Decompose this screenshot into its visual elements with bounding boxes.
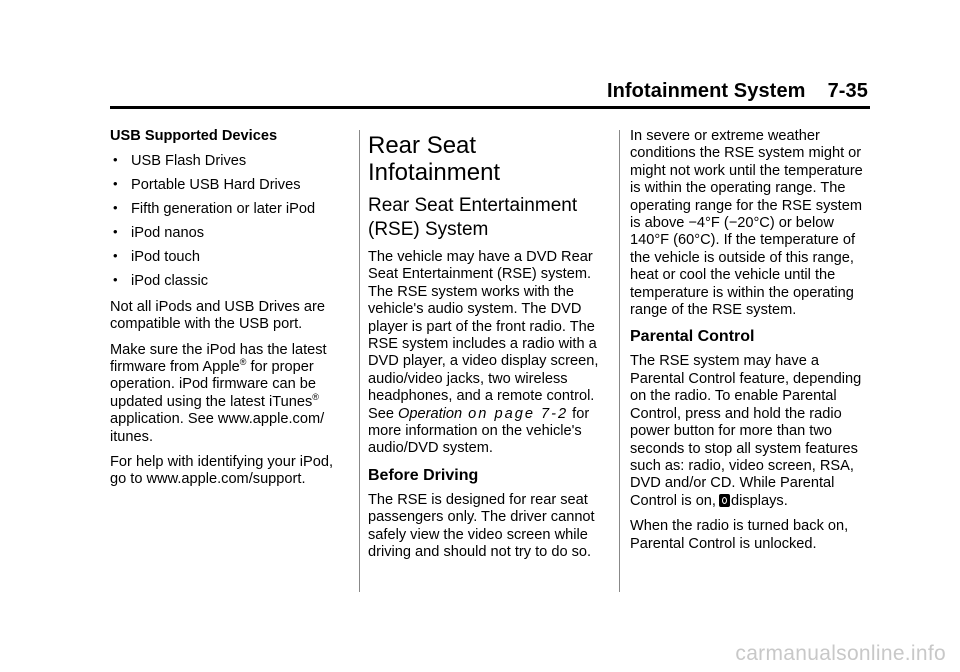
- firmware-paragraph: [110, 342, 348, 446]
- column-3: [630, 128, 875, 561]
- list-item: • Portable USB Hard Drives: [110, 177, 348, 194]
- column-2: [368, 128, 608, 570]
- rse-intro-text-end: for more information on the vehicle's audio/DVD system.: [368, 405, 590, 457]
- parental-control-text: The RSE system may have a Parental Control feature, depending on the radio. To enable Parental Control, press and hold the radio power button for more than two seconds to stop all system features such as: radio, video screen, RSA, DVD and/or CD. While Parental Control is on,: [630, 353, 862, 509]
- section-title: Infotainment System: [606, 80, 806, 102]
- header-rule: [110, 106, 870, 109]
- list-item: • iPod nanos: [110, 225, 348, 242]
- column-1: [110, 128, 348, 497]
- parental-control-text-end: displays.: [730, 492, 788, 509]
- page-header: [607, 80, 868, 103]
- usb-devices-heading: USB Supported Devices: [110, 128, 278, 144]
- firmware-text-c: application. See www.apple.com/ itunes.: [110, 411, 325, 445]
- help-paragraph: For help with identifying your iPod, go to www.apple.com/support.: [110, 454, 334, 488]
- rse-intro-paragraph: [368, 249, 608, 458]
- usb-devices-list: [110, 153, 348, 290]
- operation-reference-link[interactable]: [398, 406, 568, 422]
- registered-mark: ®: [312, 391, 319, 402]
- firmware-text-b: for proper operation. iPod firmware can be updated using the latest iTunes: [110, 359, 317, 410]
- compatibility-paragraph: Not all iPods and USB Drives are compatible with the USB port.: [110, 298, 325, 333]
- page-number: 7-35: [827, 80, 868, 102]
- column-divider-1: [359, 130, 360, 592]
- column-divider-2: [619, 130, 620, 592]
- list-item: • iPod touch: [110, 249, 348, 266]
- watermark: carmanualsonline.info: [735, 642, 946, 665]
- parental-control-paragraph: [630, 353, 875, 510]
- list-item: • Fifth generation or later iPod: [110, 201, 348, 218]
- before-driving-paragraph: The RSE is designed for rear seat passengers only. The driver cannot safely view the video screen while driving and should not try to do so.: [368, 491, 595, 561]
- section-heading: Rear Seat Infotainment: [368, 132, 501, 186]
- reference-page: on page 7‑2: [462, 405, 569, 422]
- reference-title: Operation: [398, 405, 463, 422]
- before-driving-heading: Before Driving: [368, 466, 479, 484]
- registered-mark: ®: [239, 357, 247, 368]
- parental-control-heading: Parental Control: [630, 328, 755, 346]
- unlock-paragraph: When the radio is turned back on, Parental Control is unlocked.: [630, 518, 849, 552]
- subsection-heading: Rear Seat Entertainment (RSE) System: [368, 195, 578, 240]
- firmware-text-a: Make sure the iPod has the latest firmware from Apple: [110, 341, 327, 376]
- rse-intro-text: The vehicle may have a DVD Rear Seat Entertainment (RSE) system. The RSE system works with the vehicle's audio system. The DVD player is part of the front radio. The RSE system includes a radio with a DVD player, a video display screen, audio/video jacks, two wireless headphones, and a remote control. See: [368, 249, 599, 422]
- weather-paragraph: In severe or extreme weather conditions the RSE system might or might not work until the temperature is within the operating range. The operating range for the RSE system is above −4°F (−20°C) or below 140°F (60°C). If the temperature of the vehicle is outside of this range, heat or cool the vehicle until the temperature is within the operating range of the RSE system.: [630, 128, 863, 319]
- list-item: • iPod classic: [110, 273, 348, 290]
- list-item: • USB Flash Drives: [110, 153, 348, 170]
- lock-icon: [719, 494, 730, 507]
